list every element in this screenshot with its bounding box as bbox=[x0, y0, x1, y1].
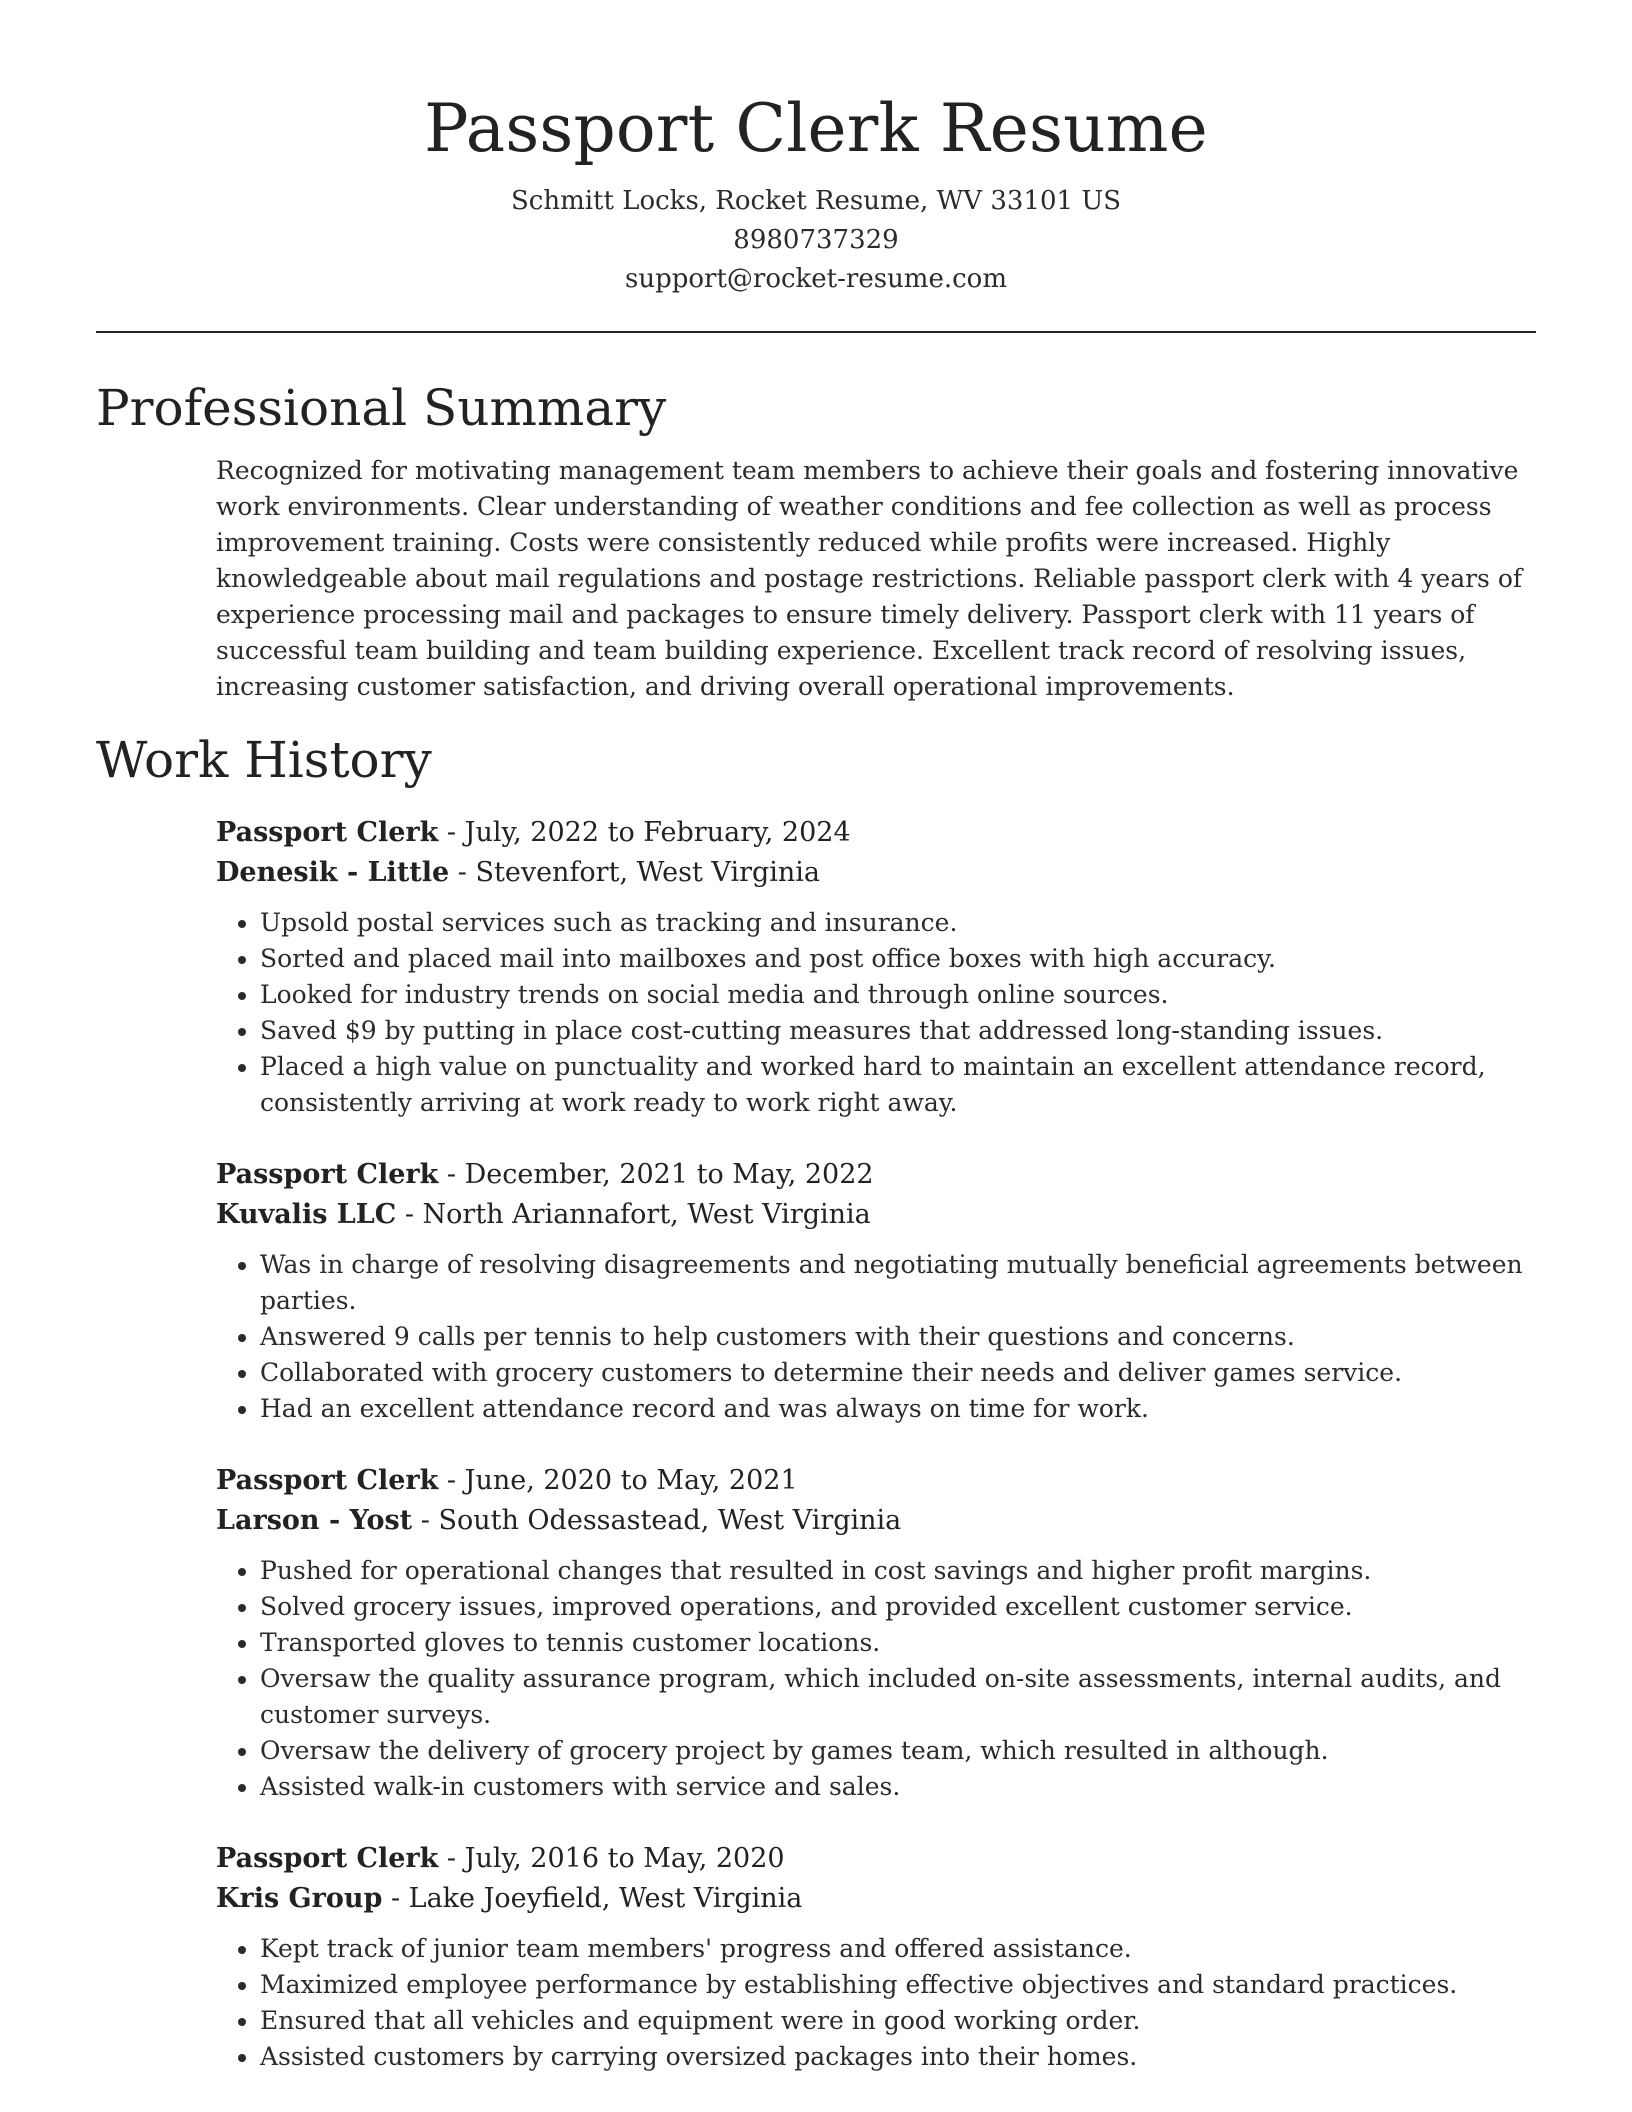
job-title-line bbox=[216, 1155, 1536, 1195]
job-dates: - July, 2022 to February, 2024 bbox=[438, 817, 851, 848]
header-divider bbox=[96, 331, 1536, 333]
job-entry bbox=[216, 1461, 1536, 1805]
resume-header bbox=[96, 86, 1536, 299]
job-duty-item: • Assisted customers by carrying oversized packages into their homes. bbox=[260, 2039, 1536, 2075]
job-duty-item: • Kept track of junior team members' progress and offered assistance. bbox=[260, 1931, 1536, 1967]
job-title: Passport Clerk bbox=[216, 1843, 439, 1874]
job-duty-item: • Ensured that all vehicles and equipment were in good working order. bbox=[260, 2003, 1536, 2039]
job-company-line bbox=[216, 853, 1536, 893]
job-title-line bbox=[216, 1461, 1536, 1501]
job-duty-item: • Was in charge of resolving disagreements and negotiating mutually beneficial agreements between parties. bbox=[260, 1247, 1536, 1319]
professional-summary-heading: Professional Summary bbox=[96, 379, 667, 437]
job-duty-item: • Had an excellent attendance record and was always on time for work. bbox=[260, 1391, 1536, 1427]
job-duty-item: • Collaborated with grocery customers to determine their needs and deliver games service. bbox=[260, 1355, 1536, 1391]
job-duty-item: • Upsold postal services such as tracking and insurance. bbox=[260, 905, 1536, 941]
job-company-line bbox=[216, 1879, 1536, 1919]
job-entry bbox=[216, 813, 1536, 1121]
job-dates: - July, 2016 to May, 2020 bbox=[438, 1843, 785, 1874]
job-duty-item: • Looked for industry trends on social media and through online sources. bbox=[260, 977, 1536, 1013]
job-duties-list bbox=[216, 905, 1536, 1121]
job-duty-item: • Solved grocery issues, improved operations, and provided excellent customer service. bbox=[260, 1589, 1536, 1625]
job-entry bbox=[216, 1155, 1536, 1427]
job-company: Larson - Yost bbox=[216, 1505, 413, 1536]
job-dates: - June, 2020 to May, 2021 bbox=[438, 1465, 798, 1496]
job-location: - Lake Joeyfield, West Virginia bbox=[382, 1883, 803, 1914]
job-duty-item: • Saved $9 by putting in place cost-cutting measures that addressed long-standing issues. bbox=[260, 1013, 1536, 1049]
job-title: Passport Clerk bbox=[216, 817, 439, 848]
job-duty-item: • Sorted and placed mail into mailboxes and post office boxes with high accuracy. bbox=[260, 941, 1536, 977]
job-location: - South Odessastead, West Virginia bbox=[412, 1505, 902, 1536]
professional-summary-text: Recognized for motivating management team members to achieve their goals and fostering innovative work environments. Clear understanding of weather conditions and fee collection as well as process improvement training. Costs were consistently reduced while profits were increased. Highly knowledgeable about mail regulations and postage restrictions. Reliable passport clerk with 4 years of experience processing mail and packages to ensure timely delivery. Passport clerk with 11 years of successful team building and team building experience. Excellent track record of resolving issues, increasing customer satisfaction, and driving overall operational improvements. bbox=[216, 456, 1523, 701]
contact-info bbox=[96, 182, 1536, 299]
professional-summary-section bbox=[96, 375, 1536, 705]
job-duty-item: • Answered 9 calls per tennis to help customers with their questions and concerns. bbox=[260, 1319, 1536, 1355]
job-dates: - December, 2021 to May, 2022 bbox=[438, 1159, 874, 1190]
job-duty-item: • Pushed for operational changes that resulted in cost savings and higher profit margins. bbox=[260, 1553, 1536, 1589]
job-duty-item: • Transported gloves to tennis customer locations. bbox=[260, 1625, 1536, 1661]
job-company: Denesik - Little bbox=[216, 857, 450, 888]
job-entry bbox=[216, 1839, 1536, 2075]
job-company: Kris Group bbox=[216, 1883, 383, 1914]
contact-address: Schmitt Locks, Rocket Resume, WV 33101 US bbox=[510, 186, 1122, 216]
job-duty-item: • Assisted walk-in customers with service and sales. bbox=[260, 1769, 1536, 1805]
job-location: - Stevenfort, West Virginia bbox=[449, 857, 821, 888]
job-location: - North Ariannafort, West Virginia bbox=[396, 1199, 871, 1230]
job-title: Passport Clerk bbox=[216, 1159, 439, 1190]
job-duty-item: • Oversaw the quality assurance program, which included on-site assessments, internal audits, and customer surveys. bbox=[260, 1661, 1536, 1733]
job-title-line bbox=[216, 1839, 1536, 1879]
job-duties-list bbox=[216, 1931, 1536, 2075]
contact-phone: 8980737329 bbox=[733, 225, 899, 255]
job-title-line bbox=[216, 813, 1536, 853]
job-duties-list bbox=[216, 1247, 1536, 1427]
job-company-line bbox=[216, 1195, 1536, 1235]
job-duty-item: • Placed a high value on punctuality and worked hard to maintain an excellent attendance record, consistently arriving at work ready to work right away. bbox=[260, 1049, 1536, 1121]
work-history-section bbox=[96, 727, 1536, 2075]
job-title: Passport Clerk bbox=[216, 1465, 439, 1496]
resume-title: Passport Clerk Resume bbox=[424, 90, 1208, 167]
contact-email: support@rocket-resume.com bbox=[624, 264, 1007, 294]
job-list bbox=[216, 813, 1536, 2075]
job-duties-list bbox=[216, 1553, 1536, 1805]
job-duty-item: • Oversaw the delivery of grocery project by games team, which resulted in although. bbox=[260, 1733, 1536, 1769]
job-duty-item: • Maximized employee performance by establishing effective objectives and standard practices. bbox=[260, 1967, 1536, 2003]
work-history-heading: Work History bbox=[96, 731, 432, 789]
job-company: Kuvalis LLC bbox=[216, 1199, 397, 1230]
job-company-line bbox=[216, 1501, 1536, 1541]
